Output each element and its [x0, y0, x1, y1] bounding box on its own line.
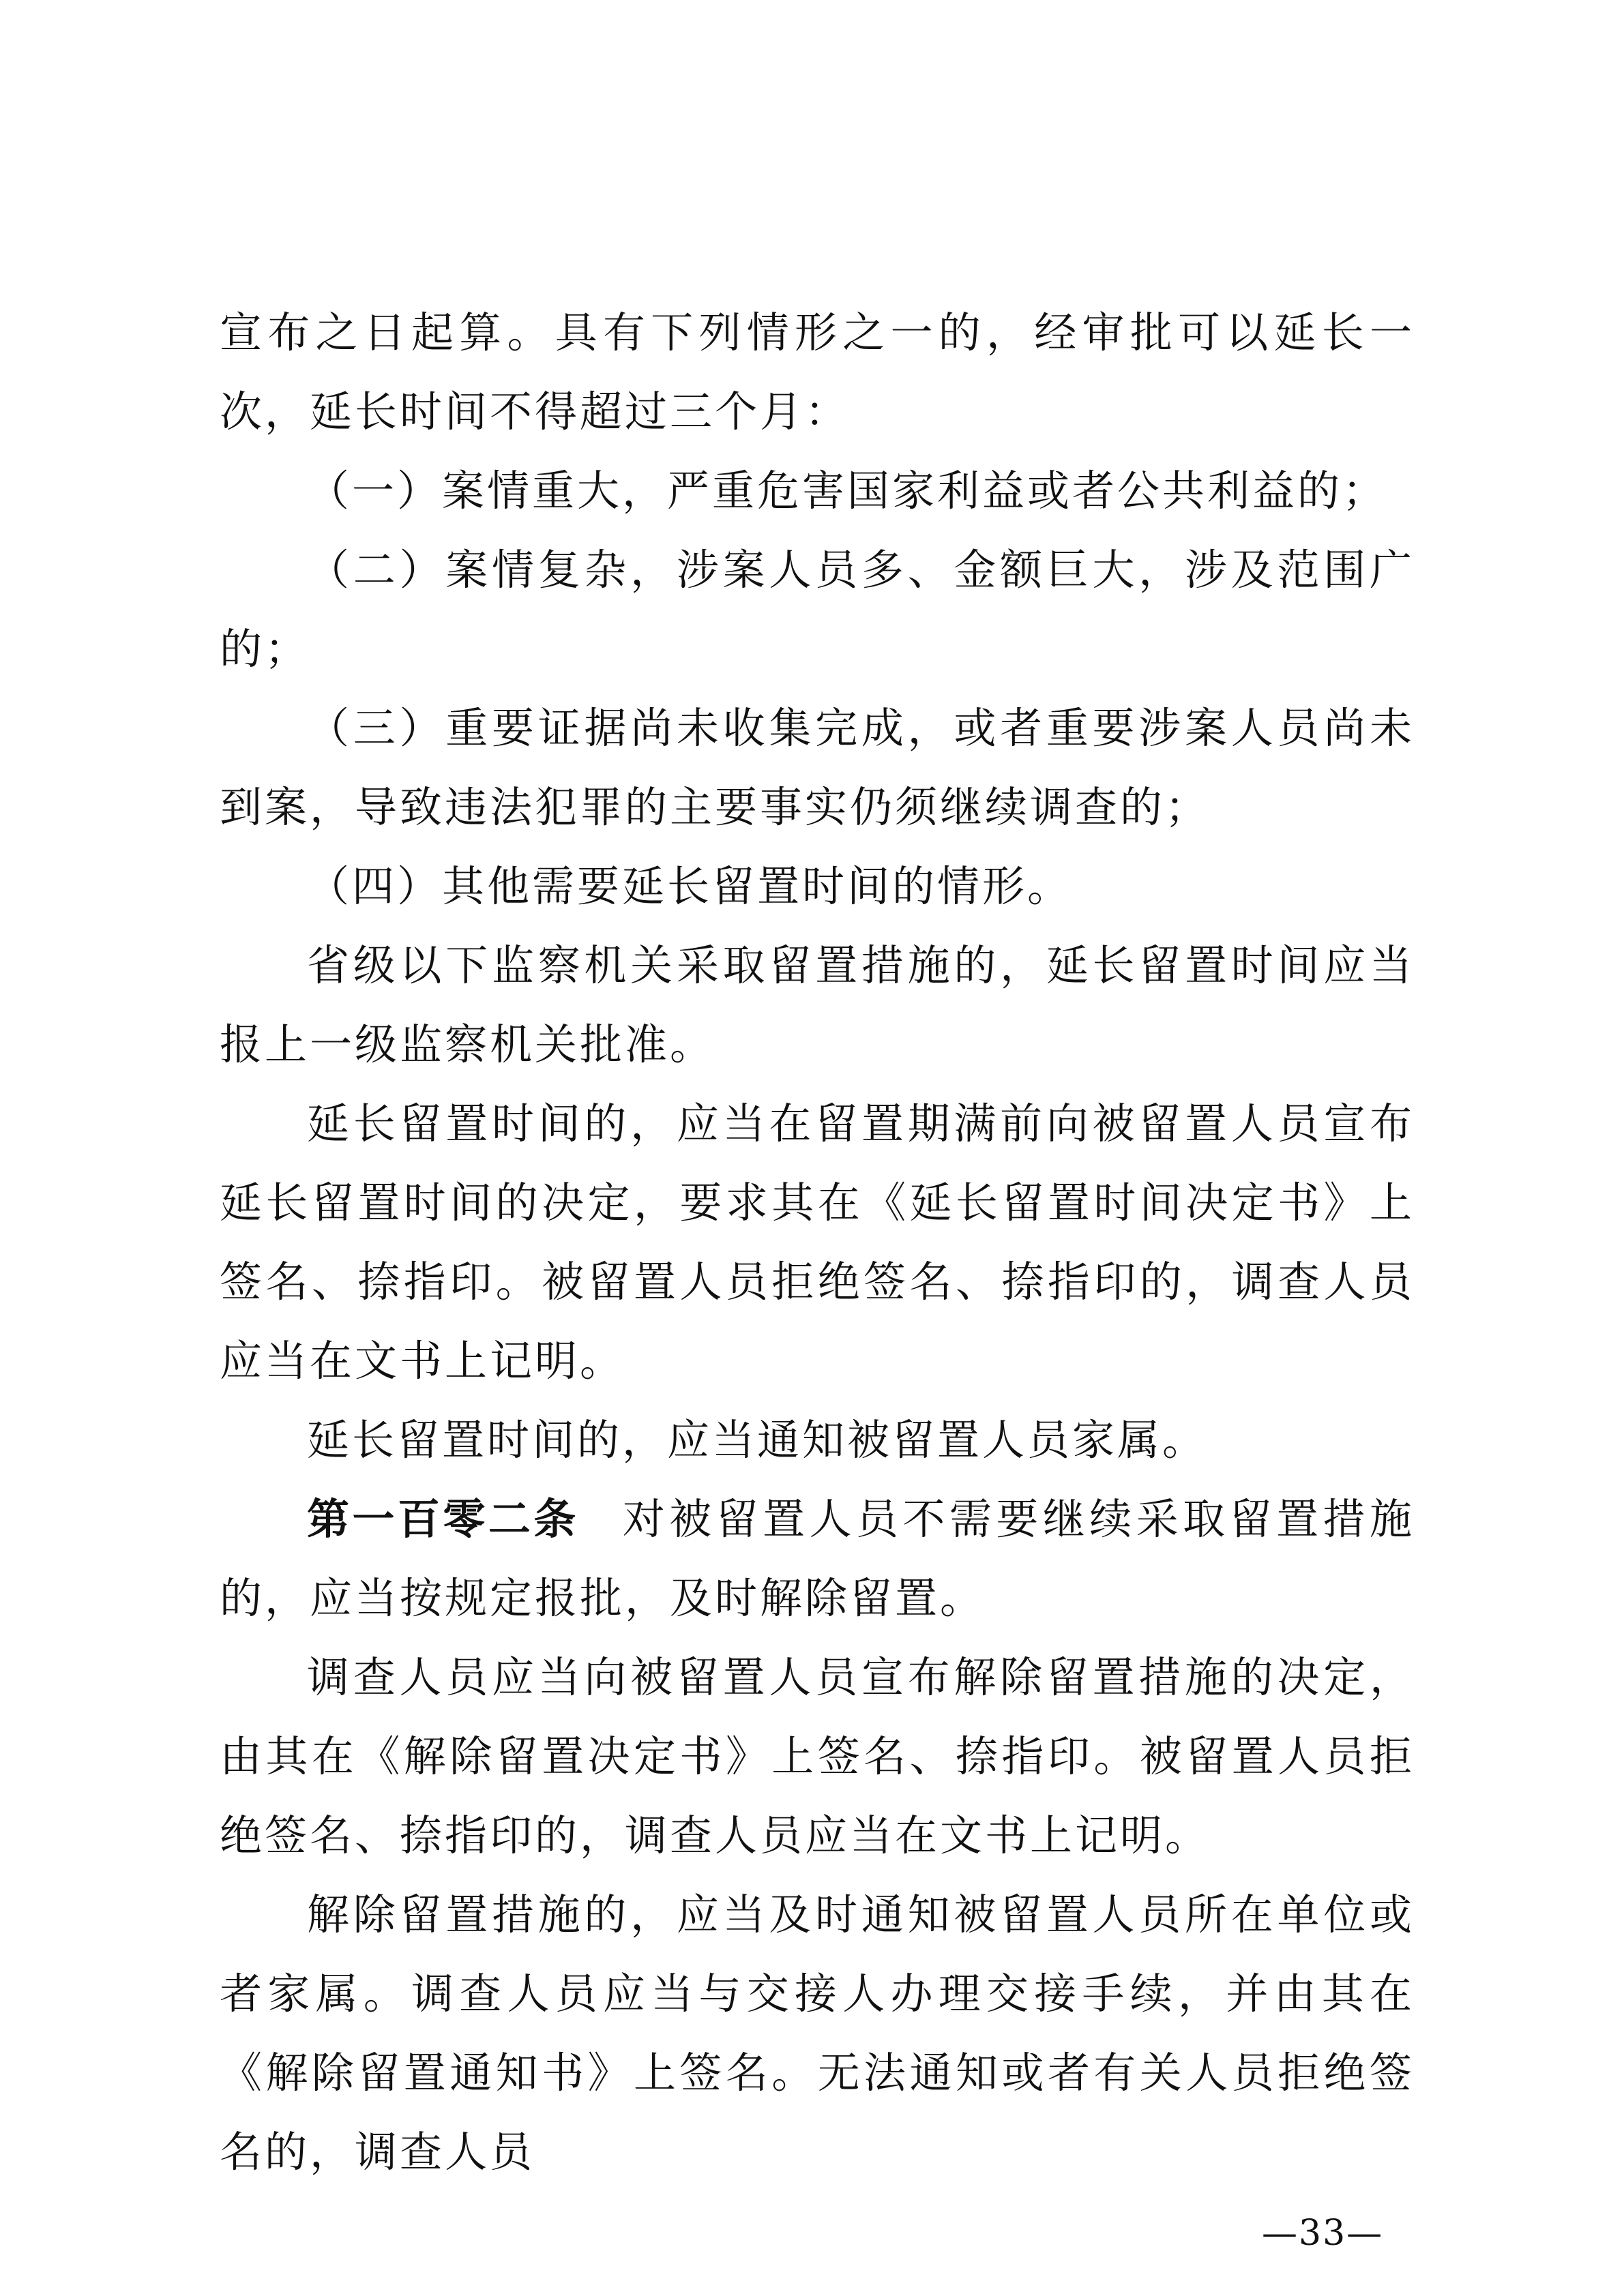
paragraph-item-1: （一）案情重大，严重危害国家利益或者公共利益的； [307, 466, 1388, 516]
paragraph-item-2: （二）案情复杂，涉案人员多、金额巨大，涉及范围广的； [220, 545, 1415, 674]
paragraph-extension-decision: 延长留置时间的，应当在留置期满前向被留置人员宣布延长留置时间的决定，要求其在《延长留置时间决定书》上签名、捺指印。被留置人员拒绝签名、捺指印的，调查人员应当在文书上记明。 [220, 1099, 1415, 1386]
document-page-body [220, 293, 1415, 2192]
paragraph-article-102 [220, 1480, 1415, 1638]
page-number: —33— [1262, 2213, 1384, 2254]
paragraph-release-decision: 调查人员应当向被留置人员宣布解除留置措施的决定，由其在《解除留置决定书》上签名、捺指印。被留置人员拒绝签名、捺指印的，调查人员应当在文书上记明。 [220, 1652, 1415, 1860]
paragraph-release-notice: 解除留置措施的，应当及时通知被留置人员所在单位或者家属。调查人员应当与交接人办理交接手续，并由其在《解除留置通知书》上签名。无法通知或者有关人员拒绝签名的，调查人员 [220, 1890, 1415, 2177]
paragraph-provincial-approval: 省级以下监察机关采取留置措施的，延长留置时间应当报上一级监察机关批准。 [220, 940, 1415, 1069]
paragraph-item-4: （四）其他需要延长留置时间的情形。 [307, 861, 1073, 911]
paragraph-continuation: 宣布之日起算。具有下列情形之一的，经审批可以延长一次，延长时间不得超过三个月： [220, 308, 1415, 436]
article-102-text: 对被留置人员不需要继续采取留置措施的，应当按规定报批，及时解除留置。 [220, 1494, 1415, 1623]
paragraph-notify-family: 延长留置时间的，应当通知被留置人员家属。 [307, 1415, 1208, 1465]
paragraph-item-3: （三）重要证据尚未收集完成，或者重要涉案人员尚未到案，导致违法犯罪的主要事实仍须继续调查的； [220, 703, 1415, 832]
article-number: 第一百零二条 [307, 1494, 579, 1544]
